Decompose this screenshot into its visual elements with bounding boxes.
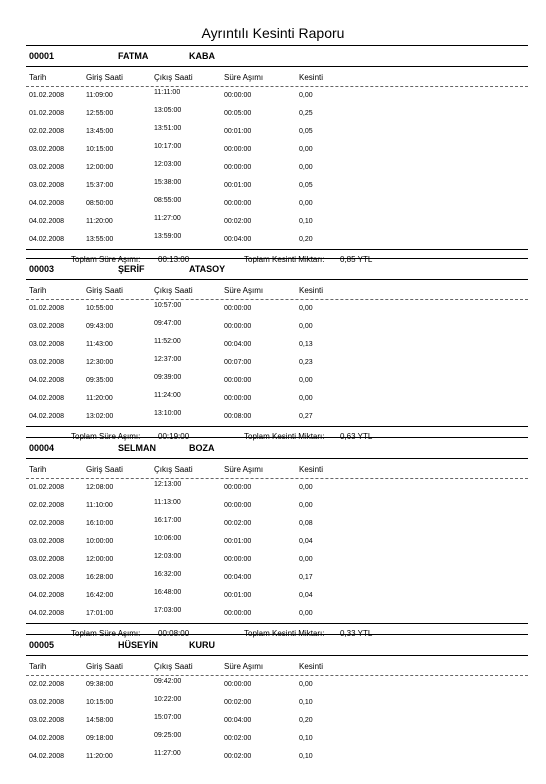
column-header: Tarih bbox=[29, 465, 47, 474]
table-cell: 03.02.2008 bbox=[29, 359, 65, 366]
table-cell: 10:06:00 bbox=[154, 535, 182, 542]
table-cell: 0,00 bbox=[299, 146, 313, 153]
table-cell: 00:04:00 bbox=[224, 341, 252, 348]
column-header-row bbox=[26, 67, 528, 87]
table-cell: 12:13:00 bbox=[154, 481, 182, 488]
column-header: Çıkış Saati bbox=[154, 73, 193, 82]
table-cell: 09:47:00 bbox=[154, 320, 182, 327]
table-cell: 04.02.2008 bbox=[29, 735, 65, 742]
total-overrun-value: 00:13:00 bbox=[158, 255, 190, 264]
table-cell: 15:38:00 bbox=[154, 179, 182, 186]
table-cell: 09:38:00 bbox=[86, 681, 114, 688]
table-cell: 0,05 bbox=[299, 182, 313, 189]
table-cell: 09:42:00 bbox=[154, 678, 182, 685]
table-cell: 0,05 bbox=[299, 128, 313, 135]
table-cell: 0,00 bbox=[299, 323, 313, 330]
table-cell: 00:01:00 bbox=[224, 592, 252, 599]
table-cell: 10:22:00 bbox=[154, 696, 182, 703]
table-cell: 01.02.2008 bbox=[29, 92, 65, 99]
total-overrun-label: Toplam Süre Aşımı: bbox=[71, 629, 141, 638]
table-cell: 00:04:00 bbox=[224, 236, 252, 243]
table-row bbox=[26, 159, 528, 177]
table-cell: 00:01:00 bbox=[224, 182, 252, 189]
table-cell: 00:05:00 bbox=[224, 110, 252, 117]
table-cell: 00:00:00 bbox=[224, 305, 252, 312]
table-cell: 02.02.2008 bbox=[29, 681, 65, 688]
table-cell: 0,00 bbox=[299, 92, 313, 99]
table-cell: 00:02:00 bbox=[224, 753, 252, 760]
table-cell: 0,04 bbox=[299, 538, 313, 545]
table-cell: 0,10 bbox=[299, 753, 313, 760]
employee-group bbox=[26, 258, 528, 447]
table-cell: 04.02.2008 bbox=[29, 592, 65, 599]
table-cell: 12:37:00 bbox=[154, 356, 182, 363]
column-header: Giriş Saati bbox=[86, 662, 123, 671]
table-cell: 10:55:00 bbox=[86, 305, 114, 312]
column-header: Çıkış Saati bbox=[154, 286, 193, 295]
table-cell: 0,00 bbox=[299, 484, 313, 491]
table-cell: 00:00:00 bbox=[224, 484, 252, 491]
table-cell: 03.02.2008 bbox=[29, 182, 65, 189]
column-header: Süre Aşımı bbox=[224, 73, 264, 82]
table-row bbox=[26, 569, 528, 587]
table-cell: 04.02.2008 bbox=[29, 395, 65, 402]
table-cell: 12:03:00 bbox=[154, 553, 182, 560]
table-row bbox=[26, 587, 528, 605]
column-header: Kesinti bbox=[299, 73, 324, 82]
table-cell: 0,10 bbox=[299, 735, 313, 742]
employee-code: 00005 bbox=[29, 640, 55, 650]
column-header: Tarih bbox=[29, 73, 47, 82]
total-cut-value: 0,33 YTL bbox=[340, 629, 373, 638]
table-cell: 0,00 bbox=[299, 305, 313, 312]
total-cut-value: 0,63 YTL bbox=[340, 432, 373, 441]
table-cell: 03.02.2008 bbox=[29, 323, 65, 330]
table-cell: 11:20:00 bbox=[86, 753, 113, 760]
table-cell: 04.02.2008 bbox=[29, 200, 65, 207]
table-cell: 0,00 bbox=[299, 502, 313, 509]
column-header: Giriş Saati bbox=[86, 286, 123, 295]
table-cell: 00:01:00 bbox=[224, 538, 252, 545]
table-cell: 16:42:00 bbox=[86, 592, 114, 599]
table-row bbox=[26, 515, 528, 533]
employee-group bbox=[26, 45, 528, 270]
table-cell: 00:00:00 bbox=[224, 681, 252, 688]
table-cell: 10:15:00 bbox=[86, 146, 114, 153]
table-row bbox=[26, 479, 528, 497]
table-cell: 13:05:00 bbox=[154, 107, 182, 114]
table-cell: 00:00:00 bbox=[224, 164, 252, 171]
table-cell: 01.02.2008 bbox=[29, 305, 65, 312]
table-cell: 16:32:00 bbox=[154, 571, 182, 578]
column-header: Kesinti bbox=[299, 662, 324, 671]
table-cell: 14:58:00 bbox=[86, 717, 114, 724]
table-cell: 04.02.2008 bbox=[29, 236, 65, 243]
table-cell: 08:50:00 bbox=[86, 200, 114, 207]
table-cell: 00:00:00 bbox=[224, 377, 252, 384]
table-cell: 00:00:00 bbox=[224, 323, 252, 330]
column-header: Çıkış Saati bbox=[154, 662, 193, 671]
table-cell: 13:51:00 bbox=[154, 125, 182, 132]
table-cell: 04.02.2008 bbox=[29, 610, 65, 617]
total-cut-label: Toplam Kesinti Miktarı: bbox=[244, 432, 325, 441]
table-cell: 00:01:00 bbox=[224, 128, 252, 135]
column-header: Kesinti bbox=[299, 465, 324, 474]
table-cell: 12:00:00 bbox=[86, 164, 114, 171]
table-cell: 03.02.2008 bbox=[29, 717, 65, 724]
table-row bbox=[26, 195, 528, 213]
table-row bbox=[26, 141, 528, 159]
table-cell: 13:02:00 bbox=[86, 413, 114, 420]
table-cell: 12:55:00 bbox=[86, 110, 114, 117]
table-row bbox=[26, 676, 528, 694]
employee-last-name: ATASOY bbox=[189, 264, 226, 274]
column-header-row bbox=[26, 459, 528, 479]
column-header: Süre Aşımı bbox=[224, 662, 264, 671]
employee-last-name: KABA bbox=[189, 51, 215, 61]
table-cell: 00:00:00 bbox=[224, 146, 252, 153]
table-cell: 03.02.2008 bbox=[29, 146, 65, 153]
column-header-row bbox=[26, 280, 528, 300]
table-row bbox=[26, 712, 528, 730]
report-title: Ayrıntılı Kesinti Raporu bbox=[201, 25, 345, 41]
total-overrun-value: 00:19:00 bbox=[158, 432, 190, 441]
table-row bbox=[26, 730, 528, 748]
employee-code: 00001 bbox=[29, 51, 55, 61]
employee-first-name: ŞERİF bbox=[118, 264, 145, 274]
table-cell: 0,10 bbox=[299, 218, 313, 225]
table-row bbox=[26, 213, 528, 231]
table-cell: 0,00 bbox=[299, 164, 313, 171]
table-cell: 0,08 bbox=[299, 520, 313, 527]
table-cell: 00:07:00 bbox=[224, 359, 252, 366]
table-cell: 16:48:00 bbox=[154, 589, 182, 596]
employee-group bbox=[26, 437, 528, 644]
table-row bbox=[26, 318, 528, 336]
table-cell: 00:00:00 bbox=[224, 610, 252, 617]
table-cell: 0,04 bbox=[299, 592, 313, 599]
employee-header bbox=[26, 437, 528, 459]
table-cell: 09:25:00 bbox=[154, 732, 182, 739]
table-cell: 0,00 bbox=[299, 377, 313, 384]
table-cell: 00:02:00 bbox=[224, 699, 252, 706]
total-cut-label: Toplam Kesinti Miktarı: bbox=[244, 629, 325, 638]
table-cell: 12:08:00 bbox=[86, 484, 114, 491]
table-cell: 13:55:00 bbox=[86, 236, 114, 243]
table-cell: 04.02.2008 bbox=[29, 413, 65, 420]
table-cell: 0,20 bbox=[299, 717, 313, 724]
table-row bbox=[26, 497, 528, 515]
table-cell: 00:00:00 bbox=[224, 200, 252, 207]
total-cut-label: Toplam Kesinti Miktarı: bbox=[244, 255, 325, 264]
table-row bbox=[26, 123, 528, 141]
table-cell: 16:10:00 bbox=[86, 520, 114, 527]
column-header: Giriş Saati bbox=[86, 73, 123, 82]
employee-header bbox=[26, 45, 528, 67]
table-cell: 13:59:00 bbox=[154, 233, 182, 240]
table-cell: 0,00 bbox=[299, 610, 313, 617]
table-cell: 00:02:00 bbox=[224, 520, 252, 527]
column-header: Tarih bbox=[29, 662, 47, 671]
table-cell: 0,17 bbox=[299, 574, 313, 581]
table-cell: 09:18:00 bbox=[86, 735, 114, 742]
table-cell: 11:24:00 bbox=[154, 392, 181, 399]
table-cell: 0,25 bbox=[299, 110, 313, 117]
employee-header bbox=[26, 258, 528, 280]
table-cell: 0,00 bbox=[299, 200, 313, 207]
employee-last-name: BOZA bbox=[189, 443, 215, 453]
table-cell: 12:30:00 bbox=[86, 359, 114, 366]
table-cell: 16:17:00 bbox=[154, 517, 182, 524]
table-row bbox=[26, 390, 528, 408]
table-cell: 03.02.2008 bbox=[29, 164, 65, 171]
table-cell: 03.02.2008 bbox=[29, 574, 65, 581]
table-cell: 10:17:00 bbox=[154, 143, 182, 150]
column-header: Çıkış Saati bbox=[154, 465, 193, 474]
table-cell: 11:13:00 bbox=[154, 499, 181, 506]
table-row bbox=[26, 408, 528, 426]
column-header: Tarih bbox=[29, 286, 47, 295]
employee-first-name: FATMA bbox=[118, 51, 149, 61]
table-cell: 0,00 bbox=[299, 556, 313, 563]
employee-code: 00003 bbox=[29, 264, 55, 274]
total-overrun-label: Toplam Süre Aşımı: bbox=[71, 432, 141, 441]
table-cell: 0,00 bbox=[299, 681, 313, 688]
table-cell: 09:43:00 bbox=[86, 323, 114, 330]
table-row bbox=[26, 551, 528, 569]
table-cell: 03.02.2008 bbox=[29, 699, 65, 706]
table-cell: 16:28:00 bbox=[86, 574, 114, 581]
table-cell: 00:08:00 bbox=[224, 413, 252, 420]
table-cell: 13:45:00 bbox=[86, 128, 114, 135]
table-cell: 09:35:00 bbox=[86, 377, 114, 384]
table-cell: 10:15:00 bbox=[86, 699, 114, 706]
table-cell: 11:20:00 bbox=[86, 395, 113, 402]
table-cell: 15:07:00 bbox=[154, 714, 182, 721]
table-cell: 12:03:00 bbox=[154, 161, 182, 168]
table-row bbox=[26, 372, 528, 390]
table-cell: 15:37:00 bbox=[86, 182, 114, 189]
table-cell: 0,23 bbox=[299, 359, 313, 366]
table-cell: 11:10:00 bbox=[86, 502, 113, 509]
table-cell: 00:04:00 bbox=[224, 717, 252, 724]
table-row bbox=[26, 300, 528, 318]
table-cell: 00:02:00 bbox=[224, 735, 252, 742]
table-cell: 0,00 bbox=[299, 395, 313, 402]
table-cell: 13:10:00 bbox=[154, 410, 182, 417]
table-cell: 00:02:00 bbox=[224, 218, 252, 225]
table-cell: 04.02.2008 bbox=[29, 218, 65, 225]
table-row bbox=[26, 105, 528, 123]
table-cell: 10:57:00 bbox=[154, 302, 182, 309]
table-cell: 04.02.2008 bbox=[29, 377, 65, 384]
table-cell: 11:27:00 bbox=[154, 750, 181, 757]
table-cell: 0,13 bbox=[299, 341, 313, 348]
employee-first-name: HÜSEYİN bbox=[118, 640, 159, 650]
employee-last-name: KURU bbox=[189, 640, 215, 650]
table-cell: 00:04:00 bbox=[224, 574, 252, 581]
table-cell: 09:39:00 bbox=[154, 374, 182, 381]
table-cell: 11:43:00 bbox=[86, 341, 113, 348]
table-cell: 02.02.2008 bbox=[29, 502, 65, 509]
table-row bbox=[26, 533, 528, 551]
table-cell: 17:03:00 bbox=[154, 607, 182, 614]
table-cell: 00:00:00 bbox=[224, 556, 252, 563]
table-cell: 0,20 bbox=[299, 236, 313, 243]
table-cell: 17:01:00 bbox=[86, 610, 114, 617]
table-cell: 11:52:00 bbox=[154, 338, 181, 345]
table-cell: 04.02.2008 bbox=[29, 753, 65, 760]
employee-group bbox=[26, 634, 528, 766]
column-header: Süre Aşımı bbox=[224, 465, 264, 474]
table-cell: 12:00:00 bbox=[86, 556, 114, 563]
table-cell: 01.02.2008 bbox=[29, 484, 65, 491]
table-row bbox=[26, 231, 528, 249]
table-cell: 01.02.2008 bbox=[29, 110, 65, 117]
table-row bbox=[26, 748, 528, 766]
table-cell: 11:20:00 bbox=[86, 218, 113, 225]
table-cell: 03.02.2008 bbox=[29, 341, 65, 348]
column-header-row bbox=[26, 656, 528, 676]
table-cell: 11:11:00 bbox=[154, 89, 181, 96]
employee-header bbox=[26, 634, 528, 656]
table-cell: 0,10 bbox=[299, 699, 313, 706]
table-cell: 11:09:00 bbox=[86, 92, 113, 99]
table-cell: 00:00:00 bbox=[224, 395, 252, 402]
total-overrun-value: 00:08:00 bbox=[158, 629, 190, 638]
table-row bbox=[26, 605, 528, 623]
column-header: Kesinti bbox=[299, 286, 324, 295]
table-cell: 0,27 bbox=[299, 413, 313, 420]
table-cell: 03.02.2008 bbox=[29, 556, 65, 563]
table-row bbox=[26, 336, 528, 354]
table-cell: 00:00:00 bbox=[224, 92, 252, 99]
table-cell: 10:00:00 bbox=[86, 538, 114, 545]
table-row bbox=[26, 354, 528, 372]
employee-code: 00004 bbox=[29, 443, 55, 453]
table-row bbox=[26, 694, 528, 712]
table-cell: 11:27:00 bbox=[154, 215, 181, 222]
column-header: Giriş Saati bbox=[86, 465, 123, 474]
table-row bbox=[26, 177, 528, 195]
total-cut-value: 0,85 YTL bbox=[340, 255, 373, 264]
table-cell: 00:00:00 bbox=[224, 502, 252, 509]
table-cell: 08:55:00 bbox=[154, 197, 182, 204]
employee-first-name: SELMAN bbox=[118, 443, 156, 453]
total-overrun-label: Toplam Süre Aşımı: bbox=[71, 255, 141, 264]
table-cell: 02.02.2008 bbox=[29, 520, 65, 527]
table-cell: 03.02.2008 bbox=[29, 538, 65, 545]
table-cell: 02.02.2008 bbox=[29, 128, 65, 135]
column-header: Süre Aşımı bbox=[224, 286, 264, 295]
table-row bbox=[26, 87, 528, 105]
